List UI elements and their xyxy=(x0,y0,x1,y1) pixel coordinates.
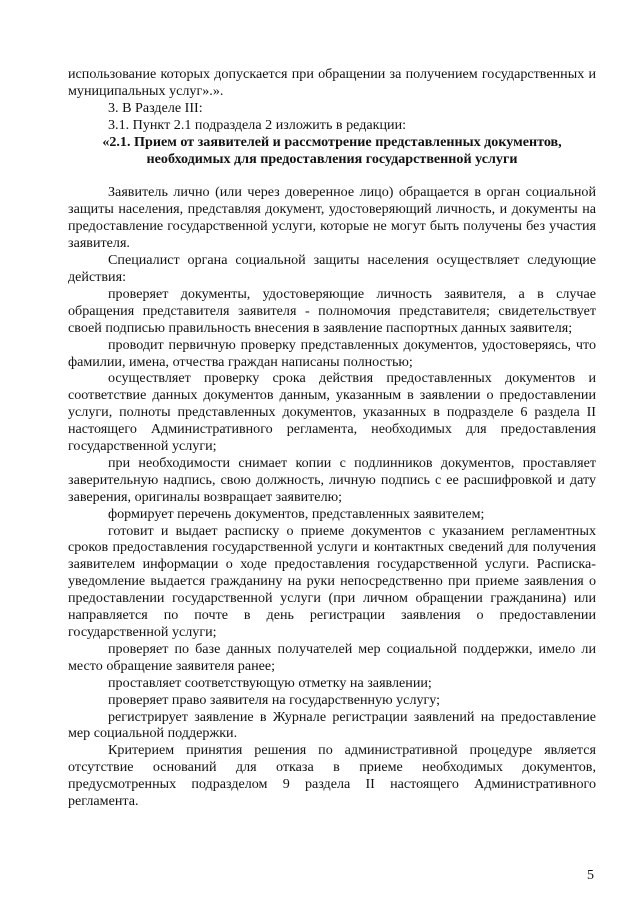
heading-spacer xyxy=(68,167,596,184)
paragraph-mark: проставляет соответствующую отметку на заявлении; xyxy=(108,674,432,691)
section-heading: «2.1. Прием от заявителей и рассмотрение представленных документов, необходимых для предоставления государственной услуги xyxy=(102,133,562,167)
paragraph-right-check: проверяет право заявителя на государственную услугу; xyxy=(108,691,441,708)
paragraph-continuation: использование которых допускается при обращении за получением государственных и муниципальных услуг».». xyxy=(68,66,596,99)
document-page xyxy=(68,66,596,810)
paragraph-checks-identity: проверяет документы, удостоверяющие личность заявителя, а в случае обращения представителя заявителя - полномочия представителя; свидетельствует своей подписью правильность внесения в заявление паспортных данных заявителя; xyxy=(68,285,596,336)
paragraph-validity-check: осуществляет проверку срока действия предоставленных документов и соответствие данных документов данным, указанным в заявлении о предоставлении услуги, полноты представленных документов, указанных в подразделе 6 раздела II настоящего Административного регламента, необходимых для предоставления государственной услуги; xyxy=(68,370,596,455)
paragraph-item-3-1: 3.1. Пункт 2.1 подраздела 2 изложить в редакции: xyxy=(108,116,407,133)
paragraph-criterion: Критерием принятия решения по административной процедуре является отсутствие оснований для отказа в приеме необходимых документов, предусмотренных подразделом 9 раздела II настоящего Административного регламента. xyxy=(68,742,596,810)
paragraph-receipt: готовит и выдает расписку о приеме документов с указанием регламентных сроков предоставления государственной услуги и контактных сведений для получения заявителем информации о ходе предоставления государственной услуги. Расписка-уведомление выдается гражданину на руки непосредственно при приеме заявления о предоставлении государственной услуги (при личном обращении гражданина) или направляется по почте в день регистрации заявления о предоставлении государственной услуги; xyxy=(68,522,596,640)
paragraph-database-check: проверяет по базе данных получателей мер социальной поддержки, имело ли место обращение заявителя ранее; xyxy=(68,640,596,674)
paragraph-applicant: Заявитель лично (или через доверенное лицо) обращается в орган социальной защиты населения, представляя документ, удостоверяющий личность, и документы на предоставление государственной услуги, которые не могут быть получены без участия заявителя. xyxy=(68,184,596,252)
paragraph-primary-check: проводит первичную проверку представленных документов, удостоверяясь, что фамилии, имена, отчества граждан написаны полностью; xyxy=(68,336,596,370)
page-number: 5 xyxy=(587,868,594,883)
paragraph-list: формирует перечень документов, представленных заявителем; xyxy=(108,505,485,522)
paragraph-copies: при необходимости снимает копии с подлинников документов, проставляет заверительную надпись, свою должность, личную подпись с ее расшифровкой и дату заверения, оригиналы возвращает заявителю; xyxy=(68,454,596,505)
paragraph-registration: регистрирует заявление в Журнале регистрации заявлений на предоставление мер социальной поддержки. xyxy=(68,708,596,742)
paragraph-specialist: Специалист органа социальной защиты населения осуществляет следующие действия: xyxy=(68,252,596,285)
paragraph-section-3: 3. В Разделе III: xyxy=(108,99,203,116)
